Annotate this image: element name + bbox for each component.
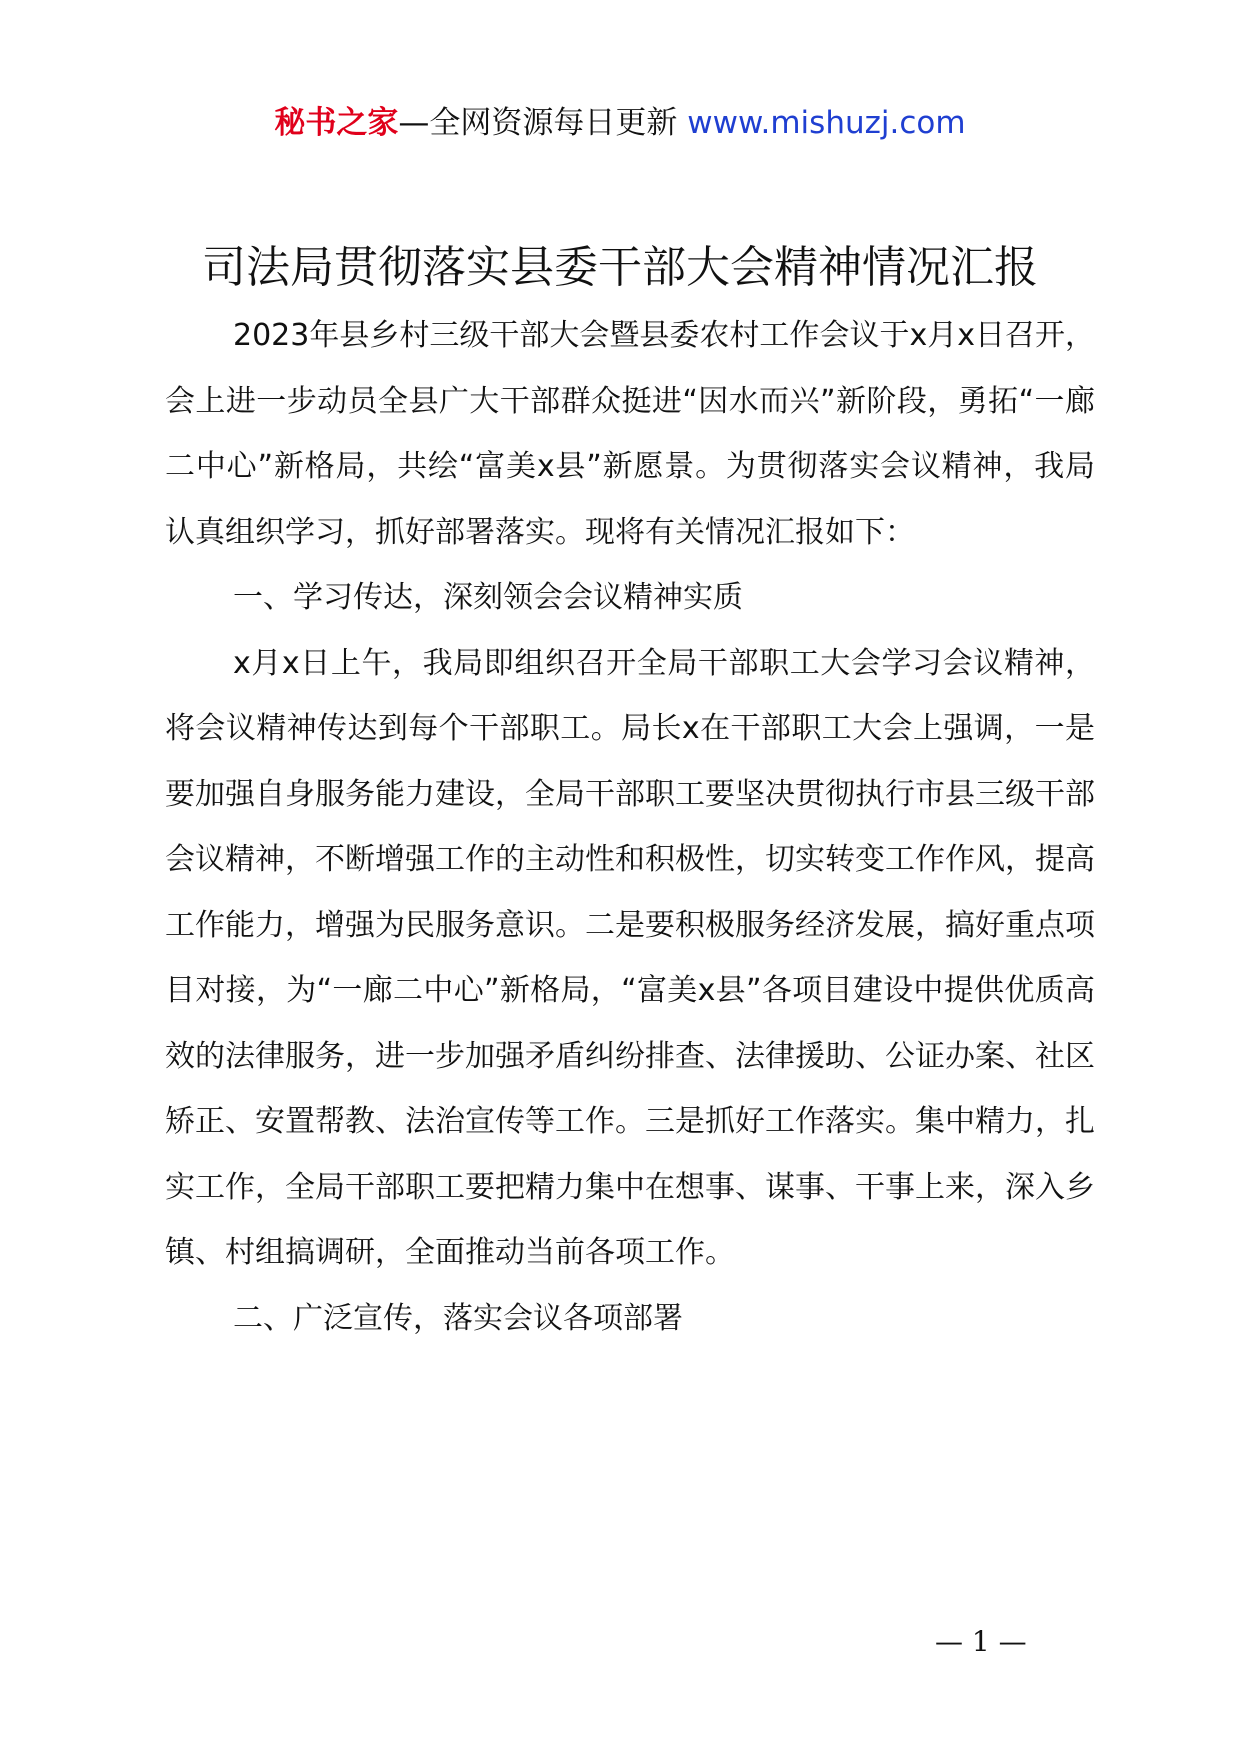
page-footer [0, 1622, 1240, 1662]
document-title: 司法局贯彻落实县委干部大会精神情况汇报 [202, 242, 1038, 293]
section-heading-1: 一、学习传达，深刻领会会议精神实质 [233, 580, 743, 615]
header-tagline: —全网资源每日更新 [398, 105, 678, 141]
intro-paragraph: 2023年县乡村三级干部大会暨县委农村工作会议于x月x日召开，会上进一步动员全县广大干部群众挺进“因水而兴”新阶段，勇拓“一廊二中心”新格局，共绘“富美x县”新愿景。为贯彻落实会议精神，我局认真组织学习，抓好部署落实。现将有关情况汇报如下： [165, 318, 1095, 550]
section-1-paragraph: x月x日上午，我局即组织召开全局干部职工大会学习会议精神，将会议精神传达到每个干部职工。局长x在干部职工大会上强调，一是要加强自身服务能力建设，全局干部职工要坚决贯彻执行市县三级干部会议精神，不断增强工作的主动性和积极性，切实转变工作作风，提高工作能力，增强为民服务意识。二是要积极服务经济发展，搞好重点项目对接，为“一廊二中心”新格局，“富美x县”各项目建设中提供优质高效的法律服务，进一步加强矛盾纠纷排查、法律援助、公证办案、社区矫正、安置帮教、法治宣传等工作。三是抓好工作落实。集中精力，扎实工作，全局干部职工要把精力集中在想事、谋事、干事上来，深入乡镇、村组搞调研，全面推动当前各项工作。 [165, 645, 1095, 1270]
page-number: — 1 — [935, 1625, 1027, 1658]
section-heading-2: 二、广泛宣传，落实会议各项部署 [233, 1300, 683, 1336]
document-body [165, 303, 1095, 1351]
site-url-link[interactable]: www.mishuzj.com [687, 105, 966, 141]
site-header [0, 100, 1240, 146]
brand-name: 秘书之家 [274, 105, 399, 141]
